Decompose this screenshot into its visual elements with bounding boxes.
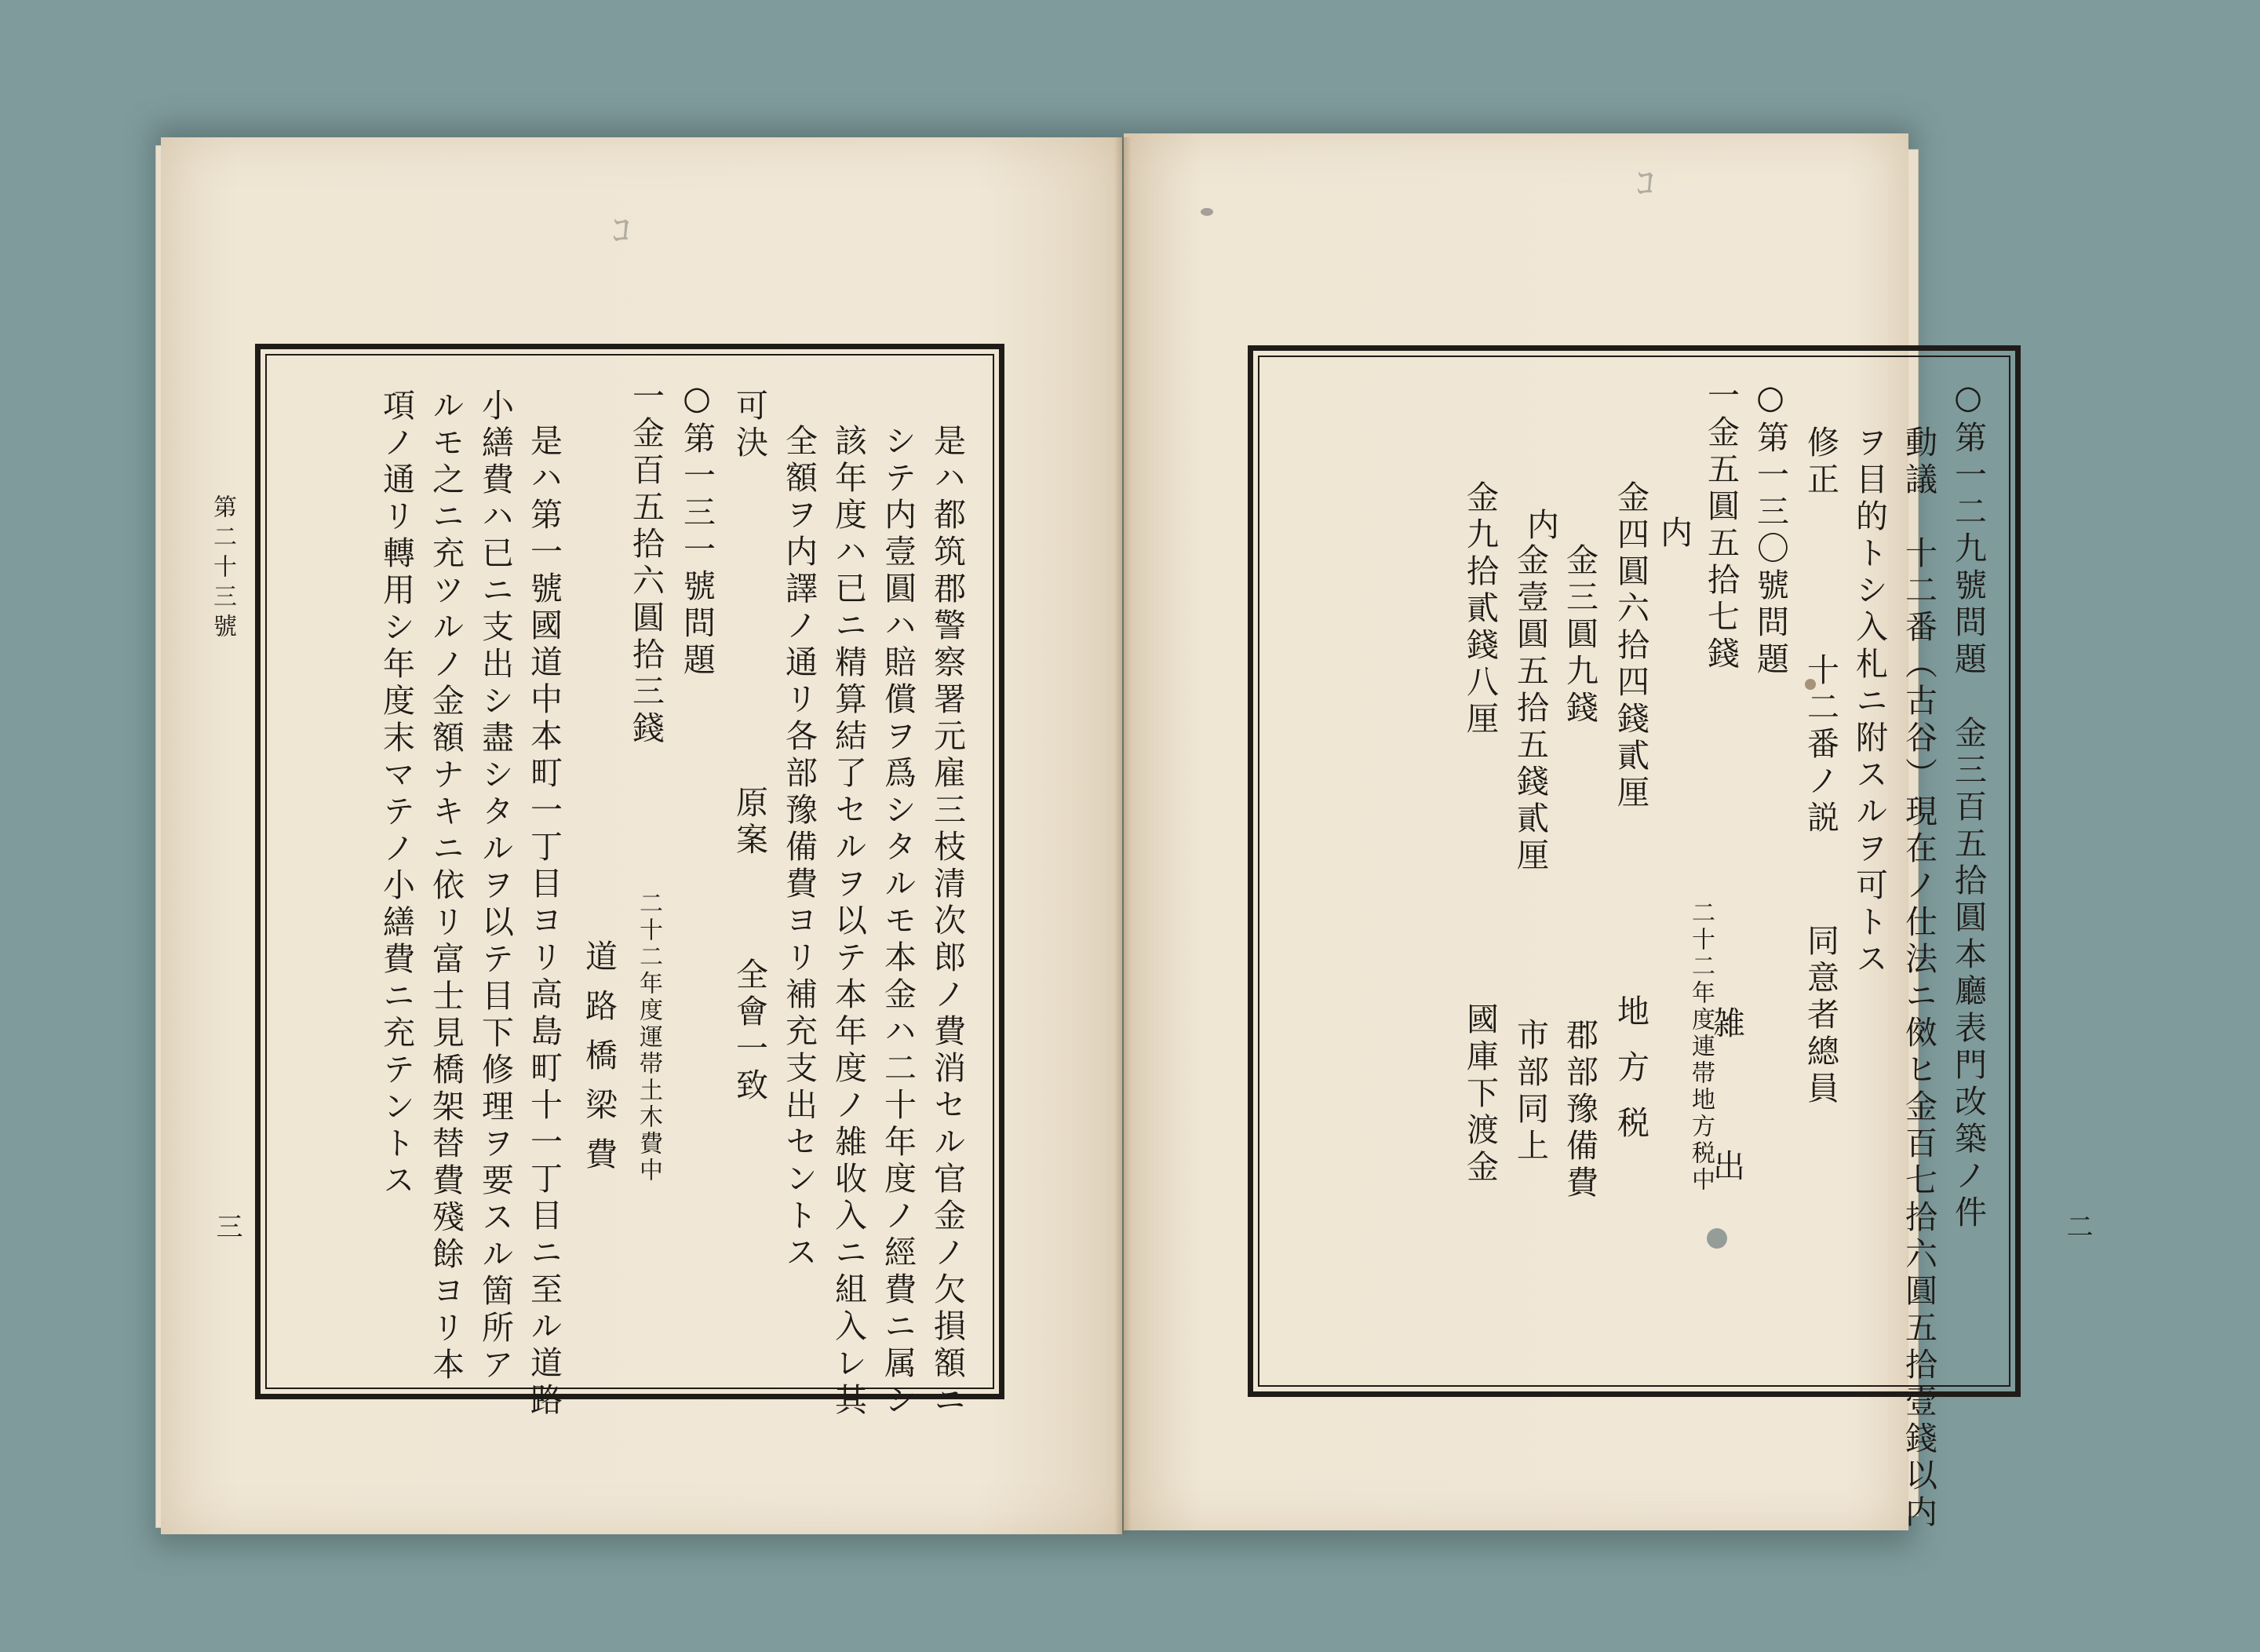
text-column: 全會一致 bbox=[731, 957, 768, 1105]
text-column: 原案 bbox=[731, 786, 768, 859]
motion-line: 動議 十二番（古谷）現在ノ仕法ニ傚ヒ金百七拾六圓五拾壹錢以内 bbox=[1900, 425, 1937, 1532]
text-column: 道路橋梁費 bbox=[580, 939, 618, 1187]
text-column: 是ハ第一號國道中本町一丁目ヨリ高島町十一丁目ニ至ル道路 bbox=[525, 424, 563, 1420]
breakdown-amount: 金三圓九錢 bbox=[1561, 543, 1598, 728]
amendment-text: 十二番ノ説 bbox=[1802, 653, 1839, 837]
text-column: 雑 出 bbox=[1708, 1006, 1745, 1220]
book-gutter bbox=[1114, 137, 1132, 1534]
breakdown-source: 郡部豫備費 bbox=[1561, 1018, 1598, 1202]
ink-stain bbox=[1201, 208, 1213, 216]
text-column: 小繕費ハ已ニ支出シ盡シタルヲ以テ目下修理ヲ要スル箇所ア bbox=[476, 388, 514, 1384]
running-title: 第二十三號 bbox=[209, 494, 236, 644]
text-column: 項ノ通リ轉用シ年度末マテノ小繕費ニ充テントス bbox=[377, 388, 415, 1200]
budget-note: 二十二年度連帯地方税中 bbox=[1687, 900, 1715, 1194]
text-column: 可決 bbox=[731, 388, 768, 462]
page-number-left: 三 bbox=[211, 1213, 242, 1244]
text-column: 該年度ハ已ニ精算結了セルヲ以テ本年度ノ雑收入ニ組入レ其 bbox=[829, 424, 867, 1420]
text-column: 全額ヲ内譯ノ通リ各部豫備費ヨリ補充支出セントス bbox=[780, 424, 818, 1272]
amendment-label: 修正 bbox=[1802, 425, 1839, 499]
breakdown-source: 國庫下渡金 bbox=[1461, 1002, 1499, 1187]
breakdown-amount: 金九拾貳錢八厘 bbox=[1461, 480, 1499, 738]
amount-line: 一金五圓五拾七錢 bbox=[1702, 378, 1740, 673]
pencil-mark: ｺ bbox=[612, 209, 632, 253]
problem-heading: ○第一三一號問題 bbox=[678, 379, 716, 680]
text-column: 是ハ都筑郡警察署元雇三枝清次郎ノ費消セル官金ノ欠損額ニ bbox=[928, 424, 966, 1420]
problem-heading: ○第一二九號問題 金三百五拾圓本廳表門改築ノ件 bbox=[1949, 378, 1987, 1232]
page-number-right: 二 bbox=[2061, 1213, 2093, 1244]
text-column: ルモ之ニ充ツルノ金額ナキニ依リ富士見橋架替費殘餘ヨリ本 bbox=[427, 388, 465, 1384]
amount-line: 一金百五拾六圓拾三錢 bbox=[627, 379, 665, 748]
breakdown-amount: 金四圓六拾四錢貳厘 bbox=[1612, 480, 1649, 812]
text-column: シテ内壹圓ハ賠償ヲ爲シタルモ本金ハ二十年度ノ經費ニ属シ bbox=[879, 424, 917, 1420]
text-column: 内 bbox=[1522, 508, 1559, 545]
breakdown-source: 地方税 bbox=[1612, 994, 1649, 1162]
budget-note: 二十二年度運帯土木費中 bbox=[635, 891, 662, 1184]
amendment-result: 同意者總員 bbox=[1802, 924, 1839, 1108]
text-column: ヲ目的トシ入札ニ附スルヲ可トス bbox=[1850, 425, 1888, 979]
problem-heading: ○第一三〇號問題 bbox=[1752, 378, 1789, 679]
pencil-mark: ｺ bbox=[1636, 162, 1656, 206]
left-text-frame bbox=[255, 344, 1004, 1420]
breakdown-source: 市部同上 bbox=[1511, 1018, 1549, 1165]
breakdown-amount: 金壹圓五拾五錢貳厘 bbox=[1511, 543, 1549, 875]
right-text-frame bbox=[1248, 345, 2021, 1532]
text-column: 内 bbox=[1655, 516, 1693, 552]
